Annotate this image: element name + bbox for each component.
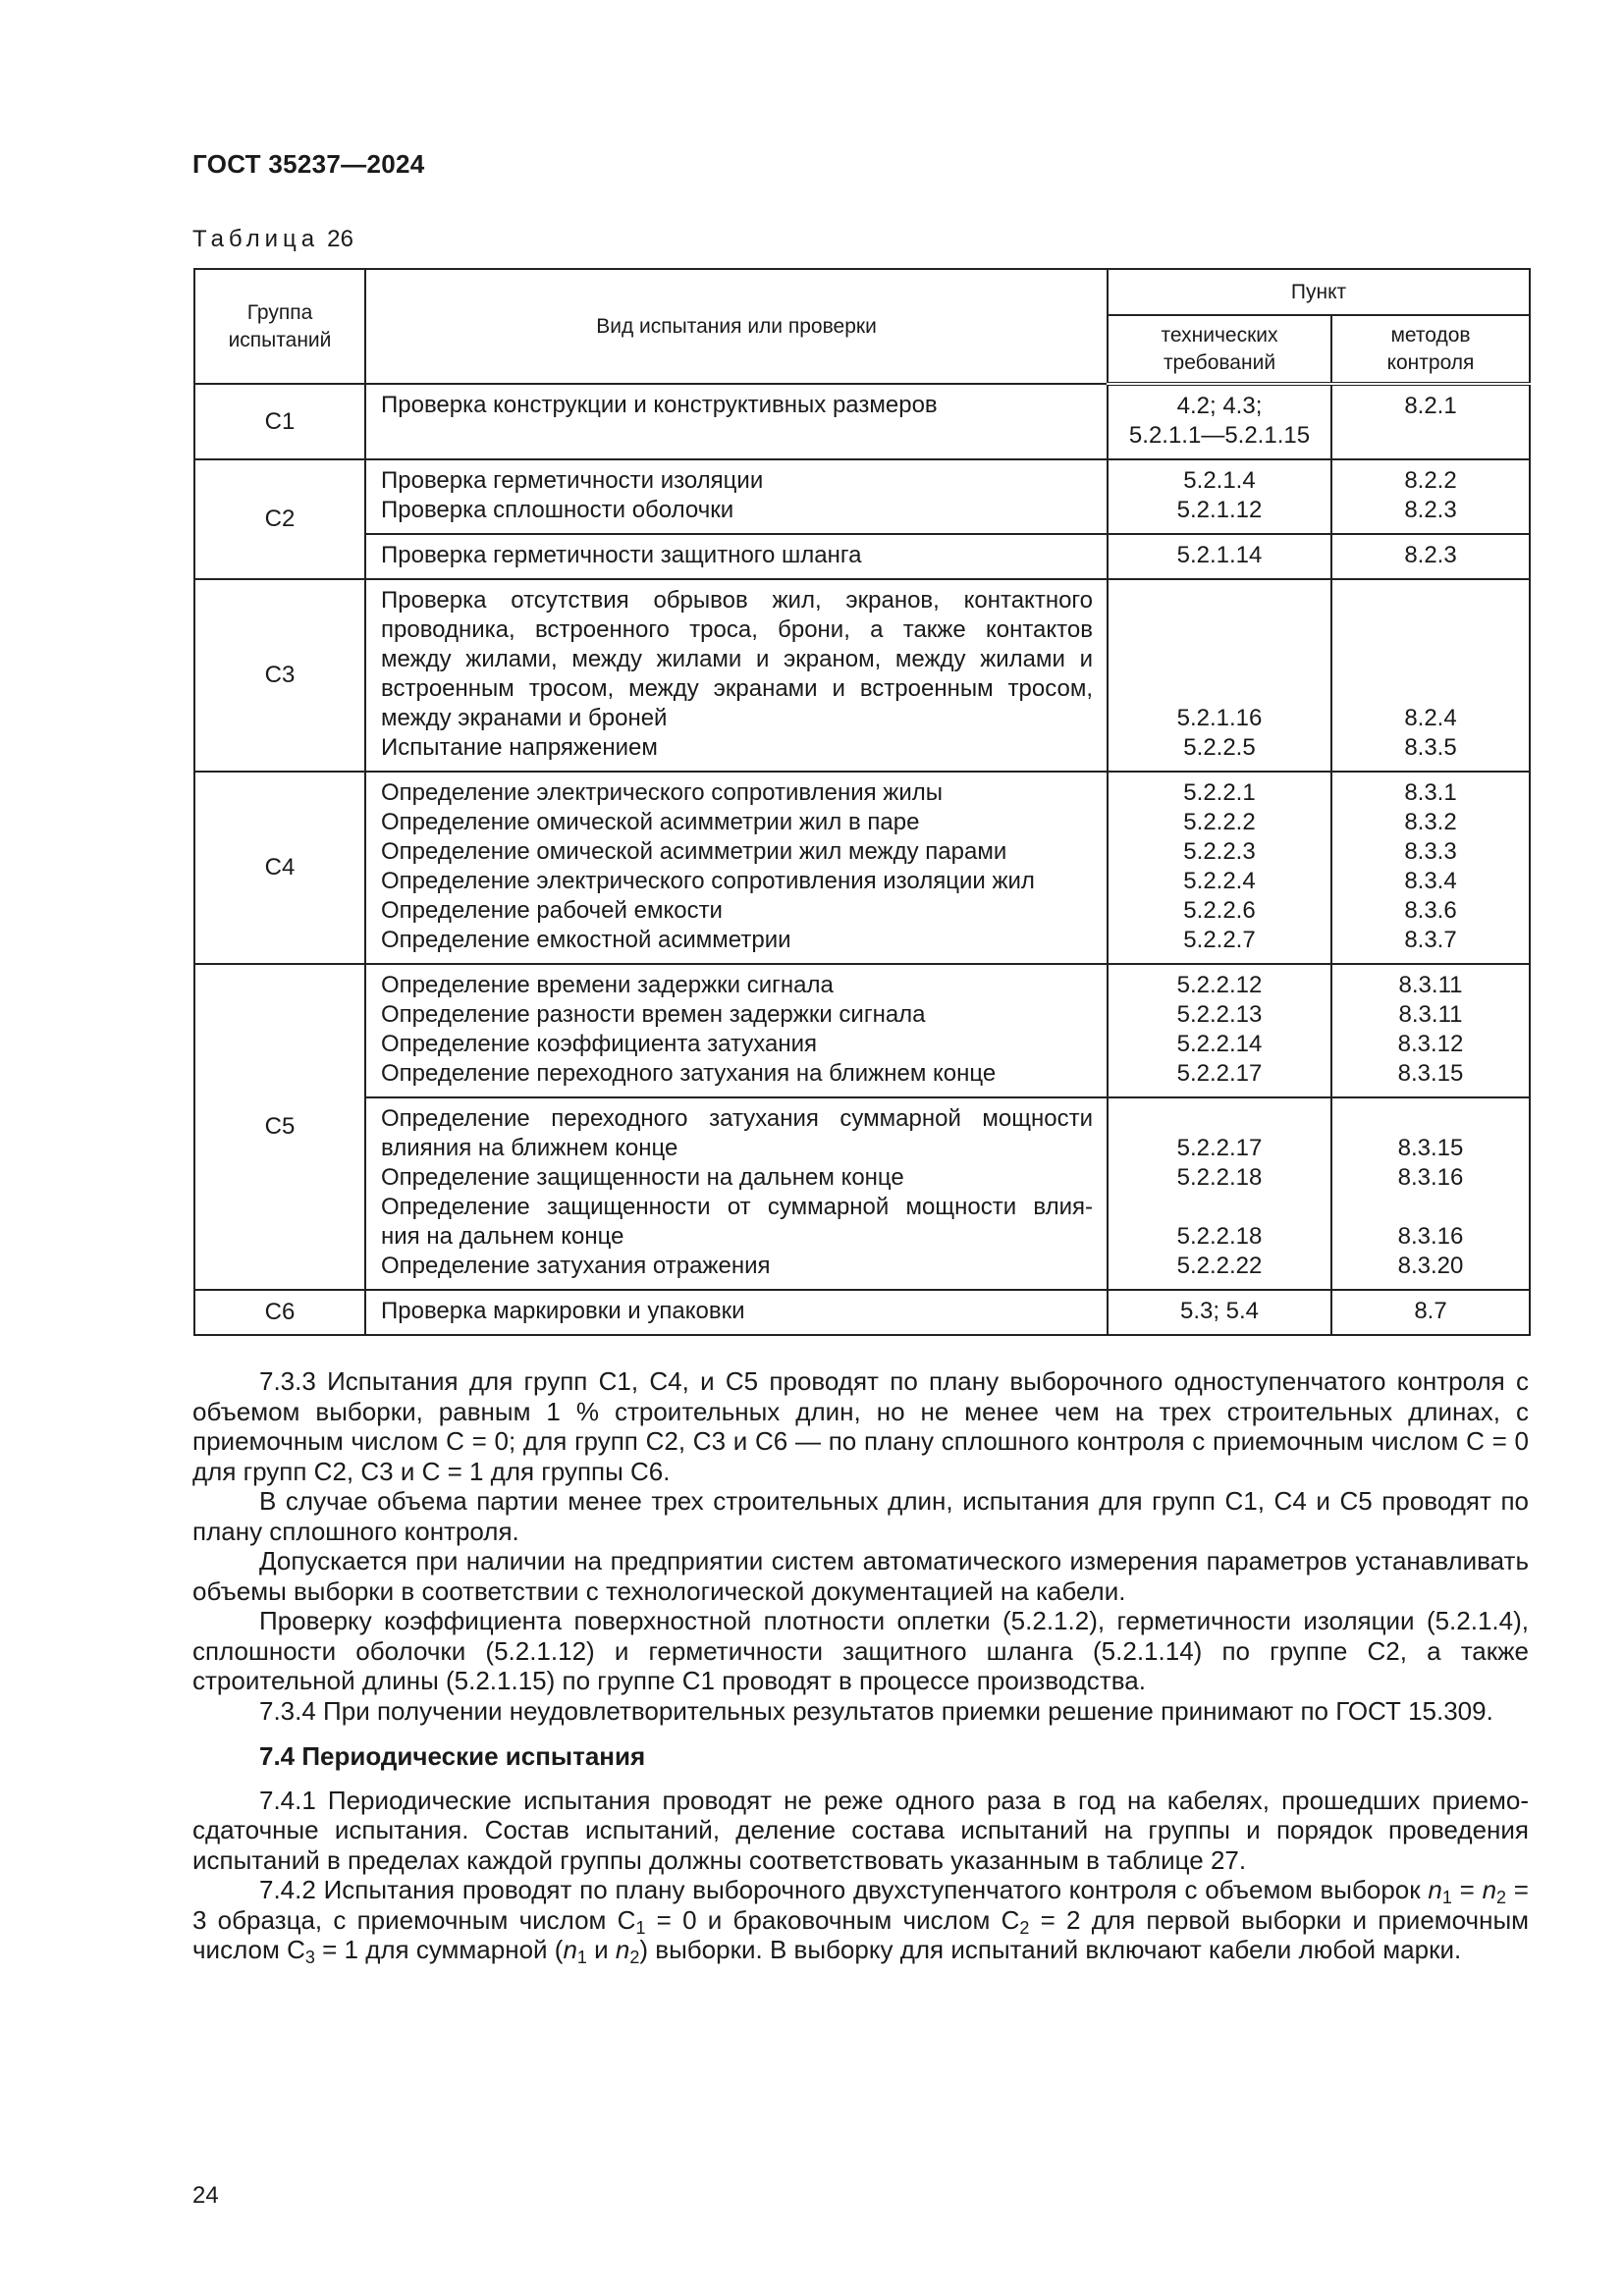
group-cell: С3	[194, 579, 365, 772]
test-kind-cell	[365, 1097, 1108, 1290]
cell-line: Определение емкостной асимметрии	[381, 927, 791, 953]
table-26	[193, 268, 1531, 1336]
cell-line: 8.3.6	[1404, 897, 1457, 924]
cell-line: влияния на ближнем конце	[381, 1135, 678, 1161]
cell-line: 5.2.2.12	[1176, 972, 1263, 998]
body-text	[192, 1366, 1529, 1965]
cell-line	[1112, 1193, 1326, 1222]
group-cell: С5	[194, 964, 365, 1290]
cell-line: 8.3.11	[1398, 1001, 1463, 1028]
document-header: ГОСТ 35237—2024	[192, 149, 425, 179]
cell-line: 8.2.2	[1404, 467, 1457, 494]
cell-line: Определение разности времен задержки сигнала	[381, 1001, 926, 1028]
cell-line: 5.2.2.6	[1183, 897, 1256, 924]
control-methods-cell	[1331, 384, 1530, 459]
text-run: = 2 для первой выборки и приемочным числом С	[192, 1904, 1530, 1964]
text-run: = 0 и браковочным числом С	[645, 1904, 1020, 1935]
text-run: =	[1451, 1875, 1483, 1904]
subscript: 2	[1019, 1917, 1030, 1938]
tech-requirements-cell	[1108, 964, 1331, 1097]
control-methods-cell	[1331, 1097, 1530, 1290]
cell-line: Определение переходного затухания суммарной мощности	[381, 1105, 1093, 1132]
tech-requirements-cell	[1108, 579, 1331, 772]
table-body	[194, 384, 1530, 1335]
cell-line: 5.2.2.1	[1183, 779, 1256, 806]
subscript: 1	[576, 1948, 587, 1967]
cell-line: встроенным тросом, между экранами и встроенным тросом,	[381, 675, 1093, 702]
test-kind-cell	[365, 579, 1108, 772]
cell-line: Проверка маркировки и упаковки	[381, 1298, 745, 1324]
cell-line	[1336, 586, 1525, 615]
table-caption-word: Таблица	[192, 226, 320, 252]
cell-line	[1112, 1104, 1326, 1134]
table-row	[194, 384, 1530, 459]
cell-line: Проверка герметичности защитного шланга	[381, 542, 862, 568]
paragraph: В случае объема партии менее трех строительных длин, испытания для групп С1, С4 и С5 проводят по плану сплошного контроля.	[192, 1486, 1529, 1546]
cell-line	[1336, 421, 1525, 451]
cell-line: Проверка герметичности изоляции	[381, 467, 764, 494]
cell-line: 5.2.1.14	[1176, 542, 1263, 568]
cell-line: 8.2.3	[1404, 497, 1457, 523]
page-number: 24	[192, 2182, 219, 2209]
cell-line	[1112, 615, 1326, 645]
col-header-group: Группа испытаний	[194, 269, 365, 384]
cell-line: 5.2.2.17	[1176, 1135, 1263, 1161]
control-methods-cell	[1331, 534, 1530, 579]
cell-line: 5.3; 5.4	[1179, 1298, 1260, 1324]
cell-line: 8.3.11	[1398, 972, 1463, 998]
subscript: 1	[635, 1917, 646, 1938]
table-caption-number: 26	[327, 226, 354, 252]
group-cell: С2	[194, 459, 365, 579]
math-var: n	[563, 1935, 577, 1964]
control-methods-cell	[1331, 579, 1530, 772]
test-kind-cell	[365, 964, 1108, 1097]
cell-line: 5.2.2.14	[1176, 1031, 1263, 1057]
cell-line: 8.3.5	[1404, 734, 1457, 761]
control-methods-cell	[1331, 459, 1530, 534]
cell-line: Определение затухания отражения	[381, 1253, 771, 1279]
cell-line: Определение электрического сопротивления жилы	[381, 779, 943, 806]
cell-line: 5.2.2.7	[1183, 927, 1256, 953]
math-var: n	[1482, 1875, 1497, 1904]
subscript: 2	[629, 1948, 640, 1967]
subscript: 2	[1496, 1888, 1507, 1907]
table-row	[194, 534, 1530, 579]
tech-requirements-cell	[1108, 534, 1331, 579]
cell-line	[1112, 645, 1326, 674]
text-run: 7.4.2 Испытания проводят по плану выборочного двухступенчатого контроля с объемом выборок	[259, 1875, 1429, 1904]
cell-line: Определение защищенности на дальнем конце	[381, 1164, 904, 1191]
table-row	[194, 772, 1530, 964]
cell-line: 8.3.7	[1404, 927, 1457, 953]
cell-line: 8.3.15	[1397, 1135, 1464, 1161]
table-row	[194, 459, 1530, 534]
paragraph-7-4-2	[192, 1875, 1529, 1965]
cell-line: 5.2.2.17	[1176, 1060, 1263, 1087]
cell-line	[1336, 674, 1525, 704]
cell-line: 8.3.16	[1397, 1164, 1464, 1191]
cell-line: 8.2.4	[1404, 705, 1457, 731]
control-methods-cell	[1331, 1290, 1530, 1335]
group-cell: С4	[194, 772, 365, 964]
cell-line: Определение омической асимметрии жил в паре	[381, 809, 920, 835]
cell-line: между жилами, между жилами и экраном, между жилами и	[381, 646, 1093, 672]
cell-line: 8.3.3	[1404, 838, 1457, 865]
cell-line: Определение переходного затухания на ближнем конце	[381, 1060, 997, 1087]
test-kind-cell	[365, 384, 1108, 459]
cell-line: 8.3.1	[1404, 779, 1457, 806]
cell-line	[1336, 615, 1525, 645]
cell-line: Определение рабочей емкости	[381, 897, 723, 924]
cell-line: Проверка конструкции и конструктивных размеров	[381, 392, 938, 418]
cell-line	[1336, 1104, 1525, 1134]
cell-line: между экранами и броней	[381, 705, 668, 731]
cell-line: 5.2.2.3	[1183, 838, 1256, 865]
tech-requirements-cell	[1108, 1097, 1331, 1290]
cell-line: 8.3.16	[1397, 1223, 1464, 1250]
group-cell: С1	[194, 384, 365, 459]
subscript: 1	[1441, 1888, 1452, 1907]
paragraph: Допускается при наличии на предприятии систем автоматического измерения параметров устанавливать объемы выборки в соответствии с технологической документацией на кабели.	[192, 1546, 1529, 1606]
text-run: и	[586, 1935, 616, 1964]
tech-requirements-cell	[1108, 384, 1331, 459]
cell-line: 5.2.2.18	[1176, 1164, 1263, 1191]
text-run: = 3 образца, с приемочным числом С	[192, 1875, 1529, 1935]
cell-line: Определение защищенности от суммарной мощности влия-	[381, 1194, 1093, 1220]
math-var: n	[615, 1935, 630, 1964]
test-kind-cell	[365, 534, 1108, 579]
col-header-tech: технических требований	[1108, 315, 1331, 384]
text-run: ) выборки. В выборку для испытаний включают кабели любой марки.	[639, 1935, 1462, 1964]
tech-requirements-cell	[1108, 772, 1331, 964]
cell-line: Определение омической асимметрии жил между парами	[381, 838, 1007, 865]
paragraph-7-3-3: 7.3.3 Испытания для групп С1, С4, и С5 проводят по плану выборочного одноступенчатого контроля с объемом выборки, равным 1 % строительных длин, но не менее чем на трех строительных длинах, с приемочным числом С = 0; для групп С2, С3 и С6 — по плану сплошного контроля с приемочным числом С = 0 для групп С2, С3 и С = 1 для группы С6.	[192, 1366, 1529, 1486]
text-run: = 1 для суммарной (	[314, 1935, 564, 1964]
test-kind-cell	[365, 1290, 1108, 1335]
subscript: 3	[304, 1948, 315, 1967]
cell-line: Испытание напряжением	[381, 734, 658, 761]
cell-line	[381, 420, 1093, 450]
cell-line: Проверка сплошности оболочки	[381, 497, 734, 523]
cell-line: 5.2.2.4	[1183, 868, 1256, 894]
cell-line: 4.2; 4.3;	[1176, 393, 1263, 419]
table-row	[194, 579, 1530, 772]
cell-line	[1112, 586, 1326, 615]
cell-line: 5.2.1.1—5.2.1.15	[1128, 422, 1311, 449]
cell-line: 8.3.4	[1404, 868, 1457, 894]
cell-line: 8.7	[1414, 1298, 1447, 1324]
tech-requirements-cell	[1108, 459, 1331, 534]
col-header-clause: Пункт	[1108, 269, 1530, 315]
control-methods-cell	[1331, 772, 1530, 964]
cell-line: 8.3.12	[1397, 1031, 1464, 1057]
col-header-methods: методов контроля	[1331, 315, 1530, 384]
paragraph-7-3-4: 7.3.4 При получении неудовлетворительных результатов приемки решение принимают по ГОСТ 15.309.	[259, 1695, 1493, 1726]
cell-line: Проверка отсутствия обрывов жил, экранов, контактного	[381, 587, 1093, 614]
table-row	[194, 1097, 1530, 1290]
cell-line: 5.2.1.16	[1176, 705, 1263, 731]
cell-line: 5.2.1.12	[1176, 497, 1263, 523]
control-methods-cell	[1331, 964, 1530, 1097]
cell-line: 8.2.3	[1404, 542, 1457, 568]
cell-line: Определение времени задержки сигнала	[381, 972, 834, 998]
cell-line: 5.2.2.13	[1176, 1001, 1263, 1028]
cell-line: 8.2.1	[1404, 393, 1457, 419]
cell-line: Определение коэффициента затухания	[381, 1031, 817, 1057]
cell-line: 5.2.2.5	[1183, 734, 1256, 761]
cell-line: Определение электрического сопротивления изоляции жил	[381, 868, 1035, 894]
cell-line: 5.2.1.4	[1183, 467, 1256, 494]
cell-line: проводника, встроенного троса, брони, а также контактов	[381, 616, 1093, 643]
table-row	[194, 1290, 1530, 1335]
cell-line: 8.3.15	[1397, 1060, 1464, 1087]
test-kind-cell	[365, 772, 1108, 964]
paragraph: Проверку коэффициента поверхностной плотности оплетки (5.2.1.2), герметичности изоляции (5.2.1.4), сплошности оболочки (5.2.1.12) и герметичности защитного шланга (5.2.1.14) по группе С2, а также строительной длины (5.2.1.15) по группе С1 проводят в процессе производства.	[192, 1606, 1529, 1695]
tech-requirements-cell	[1108, 1290, 1331, 1335]
cell-line: ния на дальнем конце	[381, 1223, 624, 1250]
paragraph-7-4-1: 7.4.1 Периодические испытания проводят не реже одного раза в год на кабелях, прошедших приемо-сдаточные испытания. Состав испытаний, деление состава испытаний на группы и порядок проведения испытаний в пределах каждой группы должны соответствовать указанным в таблице 27.	[192, 1785, 1529, 1875]
table-row	[194, 964, 1530, 1097]
cell-line: 5.2.2.18	[1176, 1223, 1263, 1250]
cell-line: 8.3.2	[1404, 809, 1457, 835]
cell-line: 8.3.20	[1397, 1253, 1464, 1279]
section-heading-7-4: 7.4 Периодические испытания	[259, 1741, 646, 1771]
table-caption	[192, 226, 353, 253]
group-cell: С6	[194, 1290, 365, 1335]
cell-line	[1336, 645, 1525, 674]
cell-line: 5.2.2.2	[1183, 809, 1256, 835]
test-kind-cell	[365, 459, 1108, 534]
math-var: n	[1428, 1875, 1442, 1904]
cell-line	[1336, 1193, 1525, 1222]
cell-line	[1112, 674, 1326, 704]
col-header-kind: Вид испытания или проверки	[365, 269, 1108, 384]
cell-line: 5.2.2.22	[1176, 1253, 1263, 1279]
